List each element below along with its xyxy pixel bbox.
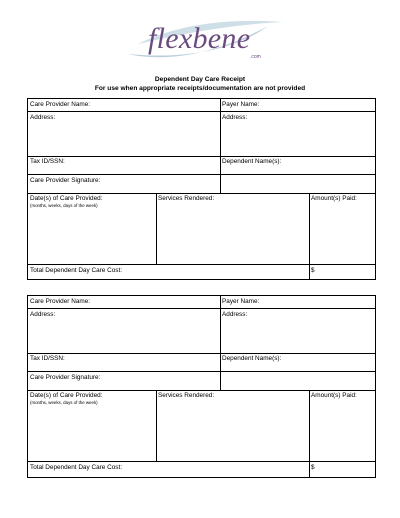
payer-name-field[interactable]: Payer Name:	[222, 298, 260, 305]
total-cost-label: Total Dependent Day Care Cost:	[30, 267, 123, 274]
amounts-paid-field[interactable]: Amount(s) Paid:	[311, 195, 357, 202]
logo-domain-suffix: .com	[250, 54, 261, 60]
services-rendered-field[interactable]: Services Rendered:	[158, 392, 215, 399]
payer-address-field[interactable]: Address:	[222, 311, 248, 318]
tax-id-field[interactable]: Tax ID/SSN:	[30, 355, 65, 362]
provider-address-field[interactable]: Address:	[30, 114, 56, 121]
total-cost-field[interactable]: $	[311, 464, 315, 471]
dates-of-care-field[interactable]: Date(s) of Care Provided:	[30, 195, 103, 202]
logo-wordmark: flexbene	[148, 22, 251, 55]
page-title: Dependent Day Care Receipt	[154, 76, 246, 83]
payer-name-field[interactable]: Payer Name:	[222, 101, 260, 108]
care-provider-name-field[interactable]: Care Provider Name:	[30, 101, 91, 108]
signature-field[interactable]: Care Provider Signature:	[30, 177, 101, 184]
dependent-names-field[interactable]: Dependent Name(s):	[222, 158, 282, 165]
flexbene-logo	[118, 14, 288, 66]
provider-address-field[interactable]: Address:	[30, 311, 56, 318]
care-provider-name-field[interactable]: Care Provider Name:	[30, 298, 91, 305]
page-subtitle: For use when appropriate receipts/documentation are not provided	[94, 85, 306, 92]
amounts-paid-field[interactable]: Amount(s) Paid:	[311, 392, 357, 399]
payer-address-field[interactable]: Address:	[222, 114, 248, 121]
tax-id-field[interactable]: Tax ID/SSN:	[30, 158, 65, 165]
dates-of-care-field[interactable]: Date(s) of Care Provided:	[30, 392, 103, 399]
receipt-form-1	[27, 98, 376, 280]
services-rendered-field[interactable]: Services Rendered:	[158, 195, 215, 202]
total-cost-label: Total Dependent Day Care Cost:	[30, 464, 123, 471]
dates-of-care-note: (months, weeks, days of the week)	[30, 400, 98, 405]
dependent-names-field[interactable]: Dependent Name(s):	[222, 355, 282, 362]
signature-field[interactable]: Care Provider Signature:	[30, 374, 101, 381]
dates-of-care-note: (months, weeks, days of the week)	[30, 203, 98, 208]
receipt-form-2	[27, 295, 376, 478]
total-cost-field[interactable]: $	[311, 267, 315, 274]
